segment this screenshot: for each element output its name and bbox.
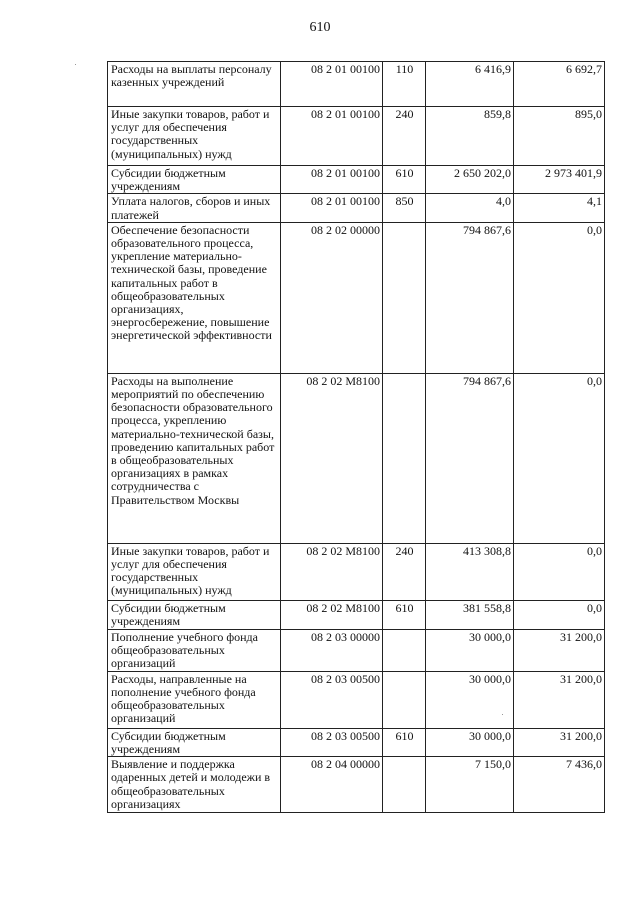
row-expense-type: 610 — [383, 166, 426, 194]
budget-table — [107, 61, 605, 813]
row-code: 08 2 02 M8100 — [281, 543, 383, 600]
row-sum-year-1: 30 000,0 — [426, 728, 514, 756]
row-name: Иные закупки товаров, работ и услуг для обеспечения государственных (муниципальных) нужд — [108, 543, 281, 600]
row-name: Расходы, направленные на пополнение учебного фонда общеобразовательных организаций — [108, 671, 281, 728]
row-expense-type — [383, 222, 426, 373]
row-sum-year-2: 0,0 — [514, 600, 605, 629]
table-row — [108, 373, 605, 543]
row-sum-year-2: 895,0 — [514, 107, 605, 166]
row-code: 08 2 03 00500 — [281, 728, 383, 756]
row-code: 08 2 04 00000 — [281, 757, 383, 813]
row-name: Пополнение учебного фонда общеобразовательных организаций — [108, 629, 281, 671]
row-name: Обеспечение безопасности образовательного процесса, укрепление материально-технической базы, проведение капитальных работ в общеобразовательных организациях, энергосбережение, повышение энергетической эффективности — [108, 222, 281, 373]
row-sum-year-1: 859,8 — [426, 107, 514, 166]
row-sum-year-1: 30 000,0 — [426, 629, 514, 671]
scan-speck — [502, 714, 503, 715]
scan-speck — [75, 64, 76, 65]
row-sum-year-1: 7 150,0 — [426, 757, 514, 813]
row-name: Субсидии бюджетным учреждениям — [108, 600, 281, 629]
row-sum-year-2: 31 200,0 — [514, 629, 605, 671]
table-row — [108, 222, 605, 373]
row-expense-type: 240 — [383, 107, 426, 166]
row-sum-year-1: 381 558,8 — [426, 600, 514, 629]
row-code: 08 2 03 00000 — [281, 629, 383, 671]
row-sum-year-1: 2 650 202,0 — [426, 166, 514, 194]
table-row — [108, 728, 605, 756]
row-sum-year-2: 7 436,0 — [514, 757, 605, 813]
row-expense-type: 850 — [383, 194, 426, 222]
row-expense-type: 110 — [383, 62, 426, 107]
row-sum-year-1: 794 867,6 — [426, 373, 514, 543]
row-expense-type: 610 — [383, 600, 426, 629]
table-row — [108, 629, 605, 671]
row-code: 08 2 02 M8100 — [281, 600, 383, 629]
row-code: 08 2 03 00500 — [281, 671, 383, 728]
row-sum-year-1: 413 308,8 — [426, 543, 514, 600]
row-sum-year-2: 0,0 — [514, 373, 605, 543]
row-code: 08 2 01 00100 — [281, 107, 383, 166]
row-expense-type — [383, 629, 426, 671]
table-row — [108, 107, 605, 166]
table-row — [108, 62, 605, 107]
row-sum-year-2: 31 200,0 — [514, 671, 605, 728]
table-row — [108, 166, 605, 194]
row-expense-type — [383, 757, 426, 813]
table-row — [108, 543, 605, 600]
table-row — [108, 757, 605, 813]
row-expense-type — [383, 373, 426, 543]
row-sum-year-2: 2 973 401,9 — [514, 166, 605, 194]
row-name: Субсидии бюджетным учреждениям — [108, 166, 281, 194]
row-name: Расходы на выполнение мероприятий по обеспечению безопасности образовательного процесса, укреплению материально-технической базы, проведению капитальных работ в общеобразовательных организациях в рамках сотрудничества с Правительством Москвы — [108, 373, 281, 543]
row-code: 08 2 01 00100 — [281, 194, 383, 222]
row-expense-type: 240 — [383, 543, 426, 600]
row-sum-year-2: 0,0 — [514, 222, 605, 373]
row-sum-year-1: 6 416,9 — [426, 62, 514, 107]
row-sum-year-2: 0,0 — [514, 543, 605, 600]
row-sum-year-2: 4,1 — [514, 194, 605, 222]
table-row — [108, 194, 605, 222]
row-name: Выявление и поддержка одаренных детей и молодежи в общеобразовательных организациях — [108, 757, 281, 813]
row-code: 08 2 01 00100 — [281, 62, 383, 107]
row-name: Уплата налогов, сборов и иных платежей — [108, 194, 281, 222]
row-code: 08 2 01 00100 — [281, 166, 383, 194]
budget-table-body — [108, 62, 605, 813]
row-name: Субсидии бюджетным учреждениям — [108, 728, 281, 756]
page-number: 610 — [309, 20, 331, 35]
row-code: 08 2 02 M8100 — [281, 373, 383, 543]
row-name: Иные закупки товаров, работ и услуг для обеспечения государственных (муниципальных) нужд — [108, 107, 281, 166]
table-row — [108, 671, 605, 728]
table-row — [108, 600, 605, 629]
row-expense-type — [383, 671, 426, 728]
row-sum-year-1: 4,0 — [426, 194, 514, 222]
row-sum-year-1: 30 000,0 — [426, 671, 514, 728]
row-sum-year-2: 6 692,7 — [514, 62, 605, 107]
row-code: 08 2 02 00000 — [281, 222, 383, 373]
row-sum-year-2: 31 200,0 — [514, 728, 605, 756]
row-sum-year-1: 794 867,6 — [426, 222, 514, 373]
row-name: Расходы на выплаты персоналу казенных учреждений — [108, 62, 281, 107]
row-expense-type: 610 — [383, 728, 426, 756]
